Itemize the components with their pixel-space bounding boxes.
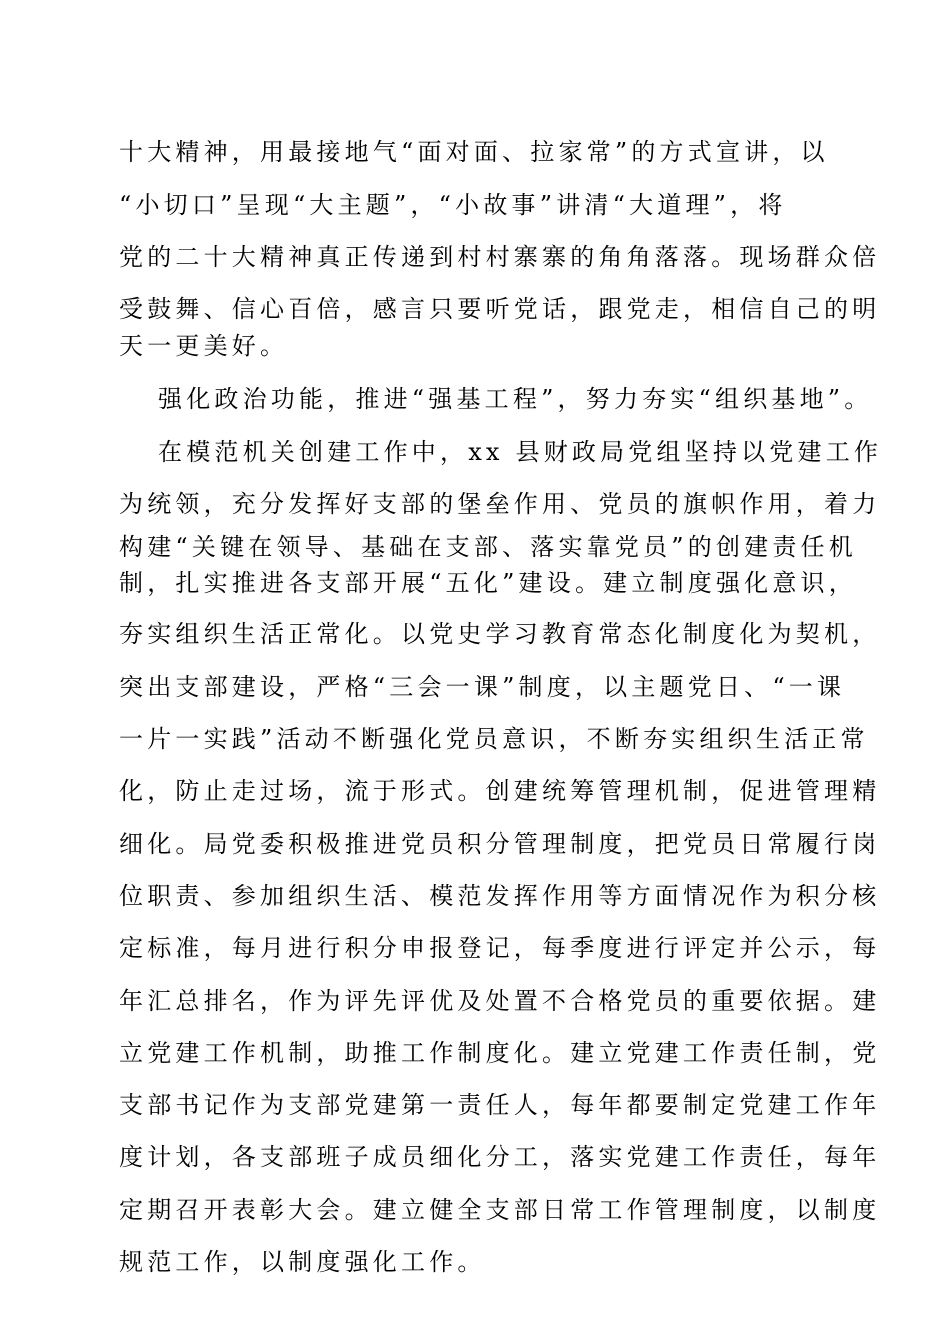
text-line: 在模范机关创建工作中，xx 县财政局党组坚持以党建工作 xyxy=(158,438,883,466)
text-line: 化，防止走过场，流于形式。创建统筹管理机制，促进管理精 xyxy=(119,777,881,805)
text-line: 立党建工作机制，助推工作制度化。建立党建工作责任制，党 xyxy=(119,1039,881,1067)
text-line: 支部书记作为支部党建第一责任人，每年都要制定党建工作年 xyxy=(119,1091,881,1119)
text-line: 定期召开表彰大会。建立健全支部日常工作管理制度，以制度 xyxy=(119,1196,881,1224)
text-line: 规范工作，以制度强化工作。 xyxy=(119,1248,486,1276)
text-line: 制，扎实推进各支部开展“五化”建设。建立制度强化意识， xyxy=(119,569,857,597)
text-line: 十大精神，用最接地气“面对面、拉家常”的方式宣讲，以 xyxy=(119,138,829,166)
text-line: 细化。局党委积极推进党员积分管理制度，把党员日常履行岗 xyxy=(119,830,881,858)
text-line: 度计划，各支部班子成员细化分工，落实党建工作责任，每年 xyxy=(119,1143,881,1171)
text-line: 天一更美好。 xyxy=(119,332,289,360)
text-line: 位职责、参加组织生活、模范发挥作用等方面情况作为积分核 xyxy=(119,882,881,910)
text-line: 构建“关键在领导、基础在支部、落实靠党员”的创建责任机 xyxy=(119,533,857,561)
text-line: 年汇总排名，作为评先评优及处置不合格党员的重要依据。建 xyxy=(119,987,881,1015)
text-line: 突出支部建设，严格“三会一课”制度，以主题党日、“一课 xyxy=(119,673,846,701)
text-line: 党的二十大精神真正传递到村村寨寨的角角落落。现场群众倍 xyxy=(119,243,881,271)
text-line: 定标准，每月进行积分申报登记，每季度进行评定并公示，每 xyxy=(119,934,881,962)
text-line: “小切口”呈现“大主题”，“小故事”讲清“大道理”，将 xyxy=(119,191,787,219)
text-line: 一片一实践”活动不断强化党员意识，不断夯实组织生活正常 xyxy=(119,725,869,753)
section-heading: 强化政治功能，推进“强基工程”，努力夯实“组织基地”。 xyxy=(158,385,873,413)
text-line: 夯实组织生活正常化。以党史学习教育常态化制度化为契机， xyxy=(119,620,881,648)
text-line: 受鼓舞、信心百倍，感言只要听党话，跟党走，相信自己的明 xyxy=(119,295,881,323)
text-line: 为统领，充分发挥好支部的堡垒作用、党员的旗帜作用，着力 xyxy=(119,490,881,518)
